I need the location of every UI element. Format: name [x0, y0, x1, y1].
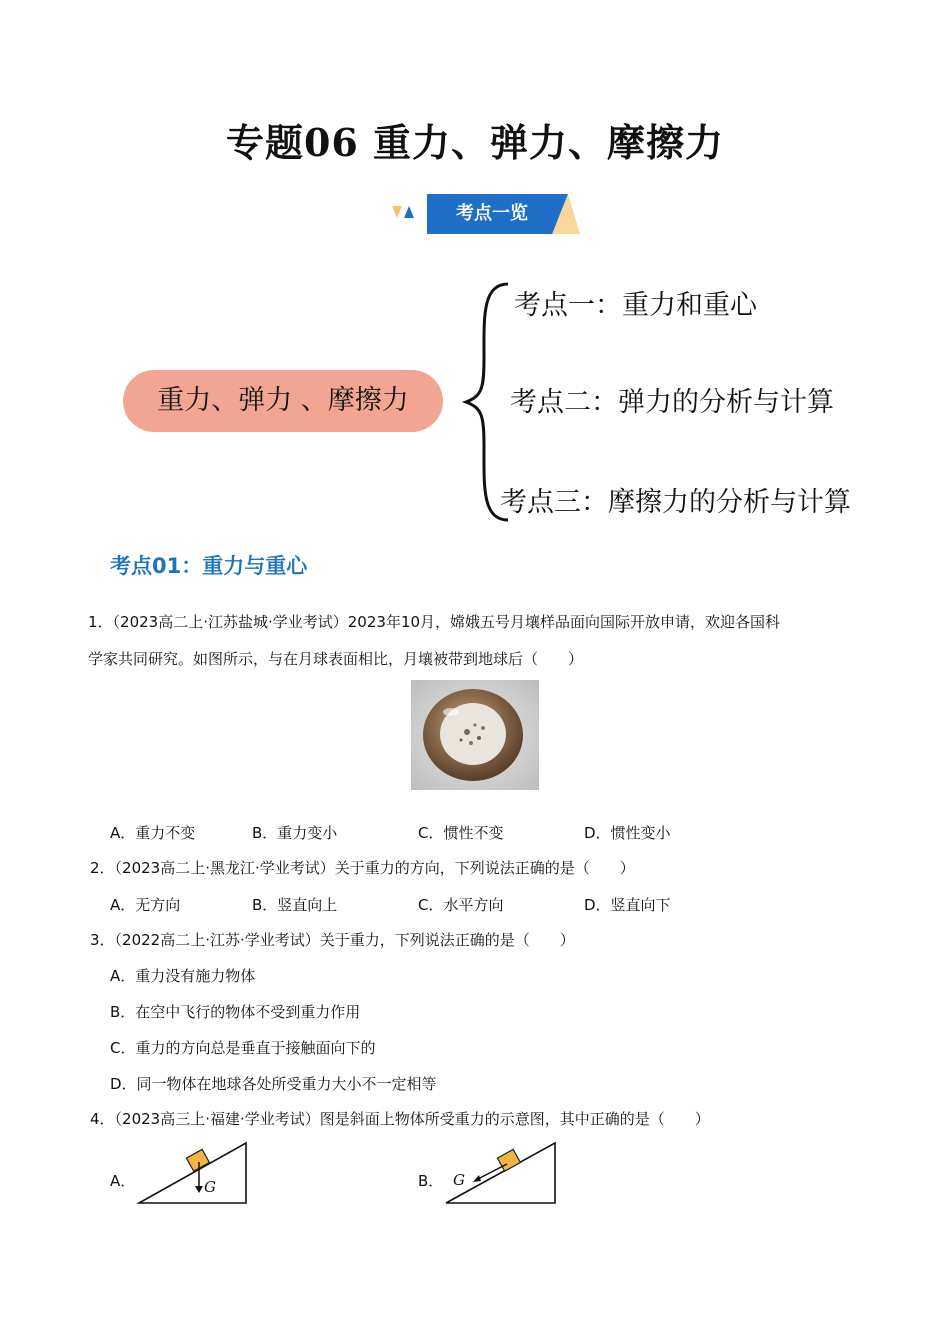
- question-number: 3．: [90, 931, 115, 949]
- option-3d: D．同一物体在地球各处所受重力大小不一定相等: [110, 1075, 437, 1093]
- mindmap-center: 重力、弹力 、摩擦力: [123, 370, 443, 432]
- question-source: （2022高二上·江苏·学业考试）: [114, 931, 320, 949]
- incline-diagram-b: [443, 1140, 558, 1208]
- question-text: 2023年10月，嫦娥五号月壤样品面向国际开放申请，欢迎各国科: [347, 613, 781, 631]
- option-2b: B．竖直向上: [252, 896, 338, 914]
- question-text: 关于重力的方向，下列说法正确的是（ ）: [334, 859, 635, 877]
- option-3c: C．重力的方向总是垂直于接触面向下的: [110, 1039, 376, 1057]
- option-1c: C．惯性不变: [418, 824, 504, 842]
- incline-diagram-a: [136, 1140, 251, 1208]
- question-text: 图是斜面上物体所受重力的示意图，其中正确的是（ ）: [319, 1110, 710, 1128]
- option-3b: B．在空中飞行的物体不受到重力作用: [110, 1003, 361, 1021]
- option-1a: A．重力不变: [110, 824, 196, 842]
- mindmap-item-3: 考点三：摩擦力的分析与计算: [500, 487, 851, 518]
- question-source: （2023高二上·江苏盐城·学业考试）: [112, 613, 348, 631]
- mindmap-item-1: 考点一：重力和重心: [514, 290, 757, 321]
- section-heading: 考点01：重力与重心: [110, 554, 308, 578]
- option-2a: A．无方向: [110, 896, 181, 914]
- section-banner: [390, 194, 590, 236]
- triangle-decoration-icon: [390, 202, 420, 226]
- option-3a: A．重力没有施力物体: [110, 967, 256, 985]
- question-3: [90, 929, 870, 951]
- question-number: 4．: [90, 1110, 115, 1128]
- option-2c: C．水平方向: [418, 896, 504, 914]
- mindmap-item-2: 考点二：弹力的分析与计算: [510, 387, 834, 418]
- option-1b: B．重力变小: [252, 824, 338, 842]
- question-text: 关于重力，下列说法正确的是（ ）: [319, 931, 575, 949]
- banner-label: 考点一览: [427, 194, 557, 234]
- gravity-label: G: [453, 1171, 465, 1189]
- option-2d: D．竖直向下: [584, 896, 671, 914]
- page-title: 专题06 重力、弹力、摩擦力: [225, 120, 725, 165]
- option-4a: A．: [110, 1172, 136, 1190]
- lunar-sample-photo: [411, 680, 539, 790]
- question-number: 2．: [90, 859, 115, 877]
- option-1d: D．惯性变小: [584, 824, 671, 842]
- question-source: （2023高三上·福建·学业考试）: [114, 1110, 320, 1128]
- banner-tail-icon: [550, 194, 586, 236]
- question-number: 1．: [88, 613, 113, 631]
- question-2: [90, 857, 870, 879]
- question-4: [90, 1108, 870, 1130]
- gravity-label: G: [204, 1178, 216, 1196]
- question-source: （2023高二上·黑龙江·学业考试）: [114, 859, 335, 877]
- question-1-line-2: 学家共同研究。如图所示，与在月球表面相比，月壤被带到地球后（ ）: [88, 650, 584, 668]
- question-1: [88, 611, 868, 633]
- option-4b: B．: [418, 1172, 444, 1190]
